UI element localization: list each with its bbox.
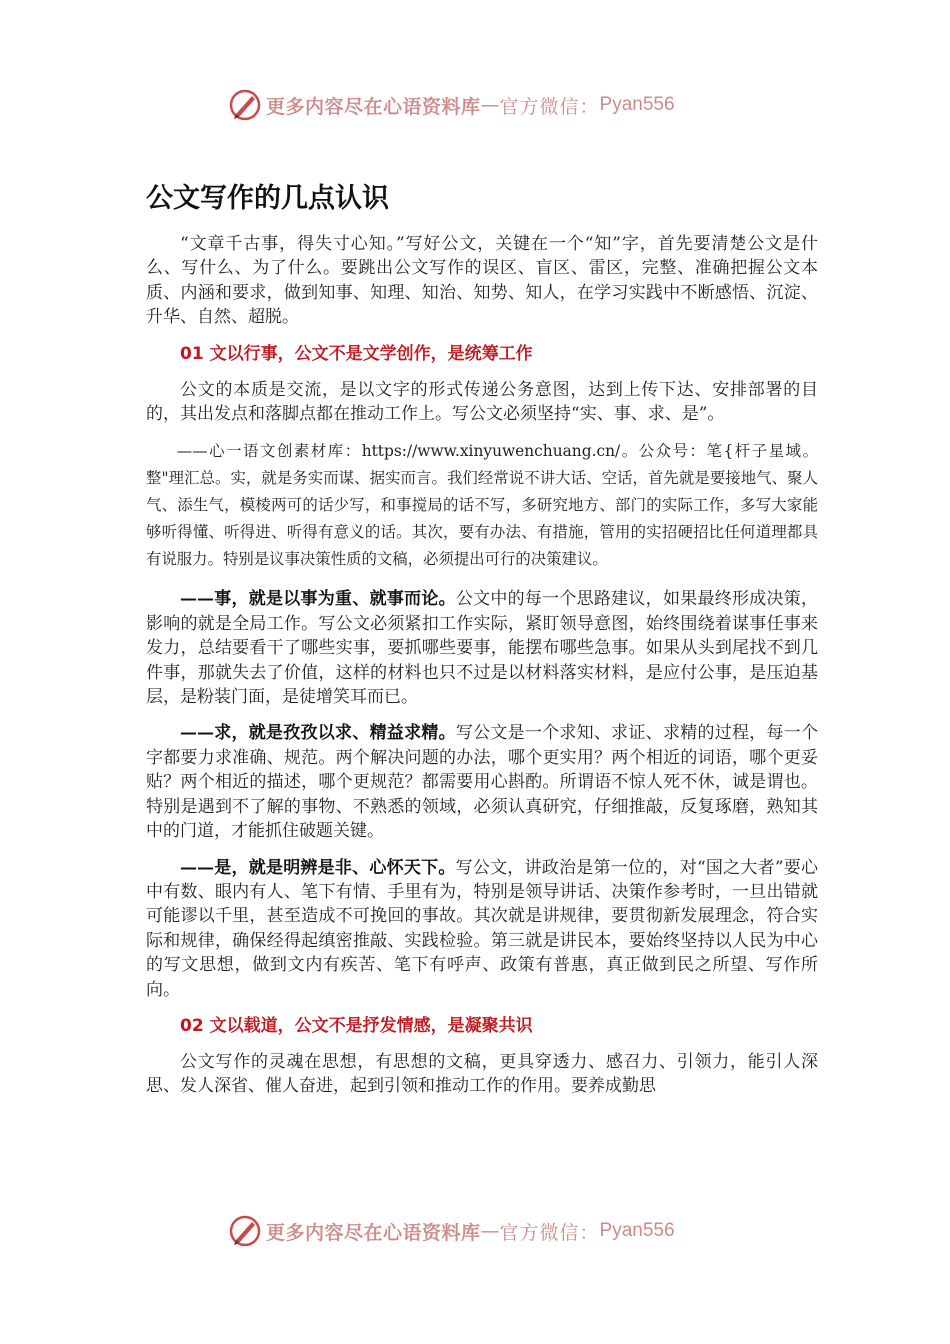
paragraph-3-body: 公文中的每一个思路建议，如果最终形成决策，影响的就是全局工作。写公文必须紧扣工作实际，紧盯领导意图，始终围绕着谋事任事来发力，总结要看干了哪些实事，要抓哪些要事，能摆布哪些急事。如果从头到尾找不到几件事，那就失去了价值，这样的材料也只不过是以材料落实材料，是应付公事，是压迫基层，是粉装门面，是徒增笑耳而已。 (146, 589, 819, 708)
section-1-heading: 01 文以行事，公文不是文学创作，是统筹工作 (180, 343, 533, 364)
paragraph-5-lead: ——是，就是明辨是非、心怀天下。 (180, 857, 456, 878)
pen-logo-icon (228, 1214, 262, 1248)
article-body (146, 232, 818, 1111)
banner-dash: — (480, 1220, 500, 1242)
header-banner (228, 86, 728, 124)
pen-logo-icon (228, 88, 262, 122)
banner-official-label: 官方微信： (499, 1221, 600, 1244)
banner-main-text: 更多内容尽在心语资料库 (266, 95, 481, 118)
banner-official-label: 官方微信： (499, 95, 600, 118)
paragraph-4-lead: ——求，就是孜孜以求、精益求精。 (180, 723, 456, 744)
paragraph-4-body: 写公文是一个求知、求证、求精的过程，每一个字都要力求准确、规范。两个解决问题的办法，哪个更实用？两个相近的词语，哪个更妥贴？两个相近的描述，哪个更规范？都需要用心斟酌。所谓语不惊人死不休，诚是谓也。特别是遇到不了解的事物、不熟悉的领域，必须认真研究，仔细推敲，反复琢磨，熟知其中的门道，才能抓住破题关键。 (146, 723, 819, 842)
section-1-paragraph-4 (146, 721, 818, 843)
section-1-paragraph-1: 公文的本质是交流，是以文字的形式传递公务意图，达到上传下达、安排部署的目的，其出发点和落脚点都在推动工作上。写公文必须坚持“实、事、求、是”。 (146, 379, 818, 425)
banner-dash: — (480, 94, 500, 116)
intro-paragraph: “文章千古事，得失寸心知。”写好公文，关键在一个“知”字，首先要清楚公文是什么、写什么、为了什么。要跳出公文写作的误区、盲区、雷区，完整、准确把握公文本质、内涵和要求，做到知事、知理、知治、知势、知人，在学习实践中不断感悟、沉淀、升华、自然、超脱。 (146, 234, 818, 328)
section-2-heading: 02 文以载道，公文不是抒发情感，是凝聚共识 (180, 1015, 533, 1036)
paragraph-3-lead: ——事，就是以事为重、就事而论。 (180, 589, 456, 610)
banner-wechat-id: Pyan556 (599, 94, 675, 115)
banner-main-text: 更多内容尽在心语资料库 (266, 1221, 481, 1244)
banner-wechat-id: Pyan556 (599, 1220, 675, 1241)
page-title: 公文写作的几点认识 (146, 183, 389, 214)
section-1-paragraph-3 (146, 587, 818, 709)
footer-banner (228, 1212, 728, 1250)
section-2-paragraph-1: 公文写作的灵魂在思想，有思想的文稿，更具穿透力、感召力、引领力，能引人深思、发人深省、催人奋进，起到引领和推动工作的作用。要养成勤思 (146, 1051, 818, 1097)
section-1-paragraph-5 (146, 856, 818, 1002)
paragraph-5-body: 写公文，讲政治是第一位的，对“国之大者”要心中有数、眼内有人、笔下有情、手里有为，特别是领导讲话、决策作参考时，一旦出错就可能谬以千里，甚至造成不可挽回的事故。其次就是讲规律，要贯彻新发展理念，符合实际和规律，确保经得起缜密推敲、实践检验。第三就是讲民本，要始终坚持以人民为中心的写文思想，做到文内有疾苦、笔下有呼声、政策有普惠，真正做到民之所望、写作所向。 (146, 857, 818, 1000)
section-1-paragraph-2: ——心一语文创素材库：https://www.xinyuwenchuang.cn/。公众号：笔{杆子星域。整"理汇总。实，就是务实而谋、据实而言。我们经常说不讲大话、空话，首先就是要接地气、聚人气、添生气，模棱两可的话少写，和事搅局的话不写，多研究地方、部门的实际工作，多写大家能够听得懂、听得进、听得有意义的话。其次，要有办法、有措施，管用的实招硬招比任何道理都具有说服力。特别是议事决策性质的文稿，必须提出可行的决策建议。 (146, 442, 818, 569)
